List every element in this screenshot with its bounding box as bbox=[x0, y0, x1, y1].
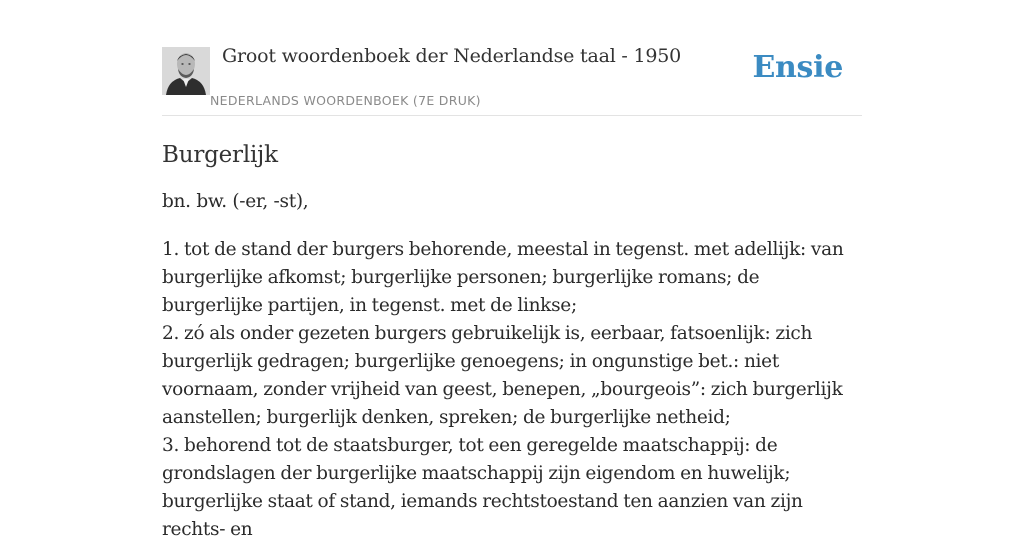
author-portrait-icon[interactable] bbox=[162, 47, 210, 95]
definition-item: 3. behorend tot de staatsburger, tot een geregelde maatschappij: de grondslagen der burgerlijke maatschappij zijn eigendom en huwelijk; burgerlijke staat of stand, iemands rechtstoestand ten aanzien van zijn rechts- en bbox=[162, 435, 803, 540]
entry-content bbox=[162, 140, 862, 544]
definition-list bbox=[162, 236, 862, 544]
grammar-info: bn. bw. (-er, -st), bbox=[162, 191, 309, 212]
definition-item: 2. zó als onder gezeten burgers gebruikelijk is, eerbaar, fatsoenlijk: zich burgerlijk gedragen; burgerlijke genoegens; in ongunstige bet.: niet voornaam, zonder vrijheid van geest, benepen, „bourgeois”: zich burgerlijk aanstellen; burgerlijk denken, spreken; de burgerlijke netheid; bbox=[162, 323, 843, 428]
entry-title: Burgerlijk bbox=[162, 142, 278, 168]
book-subtitle[interactable]: NEDERLANDS WOORDENBOEK (7E DRUK) bbox=[210, 93, 481, 108]
brand-logo[interactable]: Ensie bbox=[752, 50, 843, 85]
main-container bbox=[162, 0, 862, 544]
definition-item: 1. tot de stand der burgers behorende, meestal in tegenst. met adellijk: van burgerlijke afkomst; burgerlijke personen; burgerlijke romans; de burgerlijke partijen, in tegenst. met de linkse; bbox=[162, 239, 844, 316]
site-header bbox=[162, 0, 862, 116]
book-title[interactable]: Groot woordenboek der Nederlandse taal - 1950 bbox=[222, 45, 682, 67]
